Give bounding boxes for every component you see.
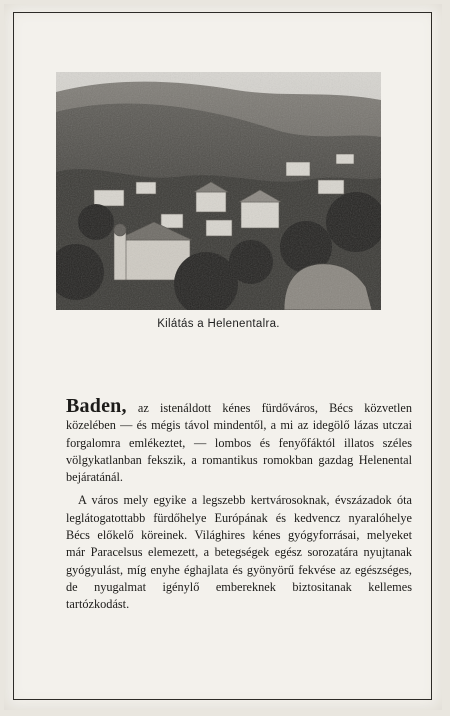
valley-view-photo — [56, 72, 381, 310]
photo-caption: Kilátás a Helenentalra. — [157, 318, 280, 330]
article-body — [66, 395, 412, 614]
paragraph-1-text: az istenáldott kénes fürdőváros, Bécs közvetlen közelében — és mégis távol mindentől, a mi az idegölő lázas utczai forgalomra emlékeztet, — lombos és fenyőfáktól illatos széles völgykatlanban fekszik, a romantikus romokban gazdag Helenental bejáratánál. — [66, 401, 412, 485]
town-name-heading: Baden, — [66, 395, 127, 417]
paragraph-2: A város mely egyike a legszebb kertvárosoknak, évszázadok óta leglátogatottabb fürdőhelye Európának és kedvencz nyaralóhelye Bécs előkelő köreinek. Világhires kénes gyógyforrásai, melyeket már Paracelsus elemezett, a betegségek egész sorozatára nyujtanak gyógyulást, míg enyhe éghajlata és gyönyörű fekvése az egészséges, de nyugalmat igénylő embereknek biztositanak kellemes tartózkodást. — [66, 493, 412, 612]
paragraph-1 — [66, 395, 412, 486]
